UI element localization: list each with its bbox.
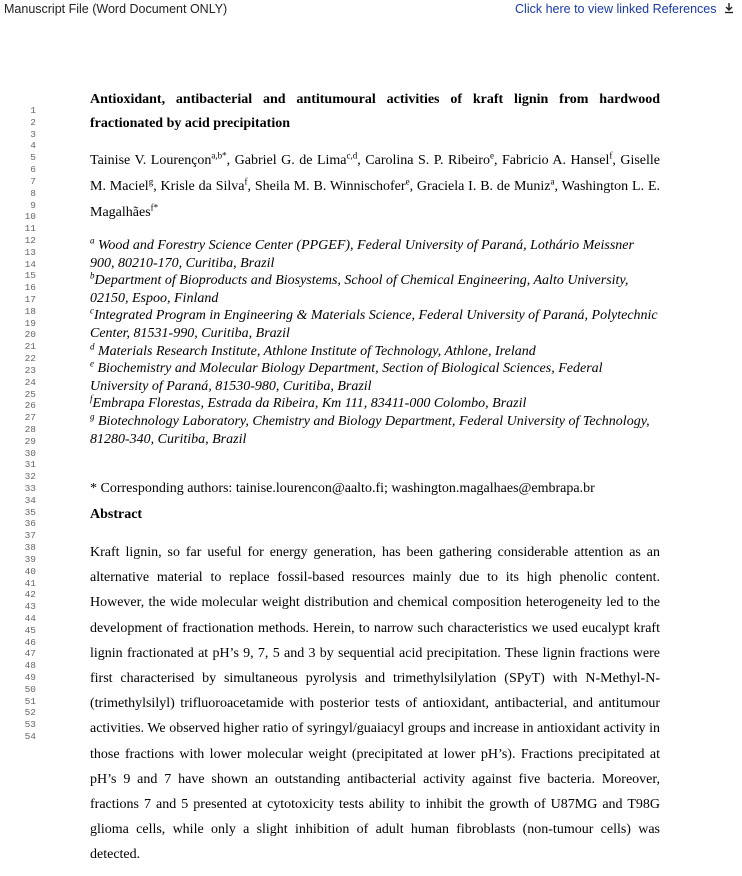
author — [365, 150, 494, 168]
affiliation — [90, 360, 660, 395]
line-number: 36 — [24, 518, 36, 530]
line-number: 40 — [24, 565, 36, 577]
author-affiliation-mark: a,b* — [211, 150, 227, 161]
corresponding-authors: * Corresponding authors: tainise.lourencon@aalto.fi; washington.magalhaes@embrapa.br — [90, 481, 595, 496]
line-number: 27 — [24, 412, 36, 424]
author-name: Sheila M. B. Winnischofer — [254, 179, 406, 194]
author — [234, 150, 358, 168]
affiliation-text: Biotechnology Laboratory, Chemistry and Biology Department, Federal University of Technology, 81280-340, Curitiba, Brazil — [90, 413, 650, 447]
affiliation-mark: a — [90, 235, 95, 246]
line-number: 28 — [24, 423, 36, 435]
line-number: 15 — [24, 270, 36, 282]
line-number: 20 — [24, 329, 36, 341]
line-number: 39 — [24, 553, 36, 565]
author-name: Gabriel G. de Lima — [234, 153, 347, 168]
line-number: 26 — [24, 400, 36, 412]
top-bar — [0, 0, 742, 20]
line-number: 33 — [24, 483, 36, 494]
author-affiliation-mark: g — [148, 176, 154, 187]
author — [254, 176, 410, 194]
affiliation-mark: d — [90, 340, 95, 351]
affiliation-mark: c — [90, 305, 94, 316]
line-number: 7 — [30, 175, 36, 187]
affiliation-text: Department of Bioproducts and Biosystems, School of Chemical Engineering, Aalto University, 02150, Espoo, Finland — [90, 273, 629, 306]
line-number: 47 — [24, 648, 36, 660]
affiliation-mark: b — [90, 270, 95, 281]
affiliation — [90, 237, 660, 272]
line-number: 24 — [24, 376, 36, 388]
line-number: 44 — [24, 612, 36, 624]
line-number: 18 — [24, 305, 36, 317]
line-number: 51 — [24, 695, 36, 707]
line-number: 46 — [24, 636, 36, 648]
line-number: 34 — [24, 494, 36, 506]
line-number: 2 — [30, 116, 36, 128]
view-references-link[interactable] — [515, 2, 734, 16]
affiliation-list — [90, 237, 660, 448]
line-number: 13 — [24, 246, 36, 258]
affiliation-mark: g — [90, 411, 95, 422]
line-number: 38 — [24, 542, 36, 554]
author-name: Washington L. E. Magalhães — [90, 179, 660, 220]
affiliation — [90, 395, 660, 413]
author-affiliation-mark: a — [550, 176, 555, 187]
author — [90, 150, 227, 168]
author-name: Fabricio A. Hansel — [501, 153, 610, 168]
line-number: 54 — [24, 731, 36, 743]
author-affiliation-mark: e — [405, 176, 410, 187]
line-number: 14 — [24, 258, 36, 270]
line-number: 25 — [24, 388, 36, 400]
author-name: Giselle M. Maciel — [90, 153, 661, 194]
view-references-link-text[interactable]: Click here to view linked References — [515, 2, 717, 16]
affiliation-mark: e — [90, 358, 94, 369]
line-number: 9 — [30, 199, 36, 211]
affiliation-text: Materials Research Institute, Athlone Institute of Technology, Athlone, Ireland — [94, 343, 536, 359]
line-number: 3 — [30, 128, 36, 140]
author-name: Krisle da Silva — [160, 179, 245, 194]
affiliation-mark: f — [90, 393, 93, 404]
affiliation-text: Biochemistry and Molecular Biology Department, Section of Biological Sciences, Federal University of Paraná, 81530-980, Curitiba, Brazil — [90, 361, 603, 394]
affiliation-text: Wood and Forestry Science Center (PPGEF), Federal University of Paraná, Lothário Meissner 900, 80210-170, Curitiba, Brazil — [90, 238, 634, 271]
author — [416, 176, 555, 194]
author-affiliation-mark: c,d — [346, 150, 358, 161]
line-number: 45 — [24, 624, 36, 636]
affiliation — [90, 272, 660, 307]
line-number: 5 — [30, 152, 36, 164]
affiliation-text: Integrated Program in Engineering & Materials Science, Federal University of Paraná, Polytechnic Center, 81531-990, Curitiba, Brazil — [90, 308, 658, 341]
affiliation — [90, 340, 660, 361]
line-number: 32 — [24, 471, 36, 483]
line-number: 37 — [24, 530, 36, 542]
line-number: 12 — [24, 234, 36, 246]
author — [501, 150, 613, 168]
affiliation-text: Embrapa Florestas, Estrada da Ribeira, Km 111, 83411-000 Colombo, Brazil — [92, 396, 527, 412]
affiliation — [90, 413, 660, 448]
affiliation — [90, 307, 660, 342]
line-number: 29 — [24, 435, 36, 447]
line-number: 8 — [30, 187, 36, 199]
paper-title: Antioxidant, antibacterial and antitumoural activities of kraft lignin from hardwood fractionated by acid precipitation — [90, 92, 660, 131]
download-icon[interactable] — [724, 2, 734, 14]
line-number: 23 — [24, 364, 36, 376]
author-affiliation-mark: f* — [150, 202, 159, 213]
line-number: 35 — [24, 506, 36, 518]
line-number-gutter — [0, 105, 40, 743]
line-number: 4 — [30, 140, 36, 152]
line-number: 30 — [24, 447, 36, 459]
line-number: 52 — [24, 707, 36, 719]
abstract-text: Kraft lignin, so far useful for energy generation, has been gathering considerable attention as an alternative material to replace fossil-based resources mainly due to its high phenolic content. However, the wide molecular weight distribution and chemical composition heterogeneity led to the development of fractionation methods. Herein, to narrow such characteristics we used eucalypt kraft lignin fractionated at pH’s 9, 7, 5 and 3 by sequential acid precipitation. These lignin fractions were first characterised by simultaneous pyrolysis and trimethylsilylation (SPyT) with N-Methyl-N-(trimethylsilyl) trifluoroacetamide with posterior tests of antioxidant, antibacterial, and antitumour activities. We observed higher ratio of syringyl/guaiacyl groups and increase in antioxidant activity in those fractions with lower molecular weight (precipitated at lower pH’s). Fractions precipitated at pH’s 9 and 7 have shown an outstanding antibacterial activity against five bacteria. Moreover, fractions 7 and 5 presented at cytotoxicity tests ability to inhibit the growth of U87MG and T98G glioma cells, while only a slight inhibition of adult human fibroblasts (non-tumour cells) was detected. — [90, 545, 660, 863]
author-name: Carolina S. P. Ribeiro — [365, 153, 490, 168]
line-number: 6 — [30, 164, 36, 176]
author-list: Tainise V. Lourençon$^{a,b*}$, Gabriel G. de Lima$^{c,d}$, Carolina S. P. Ribeiro$^e$, Fabricio A. Hansel$^f$, Giselle M. Maciel$^g$, Krisle da Silva$^f$, Sheila M. B. Winnischofer$^e$, Graciela I. B. de Muniz$^a$, Washington L. E. Magalhães$^{f*}$ — [90, 150, 661, 220]
line-number: 42 — [24, 589, 36, 601]
line-number: 43 — [24, 601, 36, 613]
line-number: 16 — [24, 282, 36, 294]
line-number: 11 — [24, 223, 36, 235]
author-name: Graciela I. B. de Muniz — [416, 179, 551, 194]
author-affiliation-mark: e — [489, 150, 494, 161]
line-number: 21 — [24, 341, 36, 353]
line-number: 31 — [24, 459, 36, 471]
line-number: 53 — [24, 719, 36, 731]
line-number: 10 — [24, 211, 36, 223]
line-number: 41 — [24, 577, 36, 589]
line-number: 1 — [30, 105, 36, 116]
line-number: 49 — [24, 672, 36, 683]
author-affiliation-mark: f — [609, 150, 613, 161]
author-affiliation-mark: f — [244, 176, 248, 187]
line-number: 50 — [24, 683, 36, 695]
author-name: Tainise V. Lourençon — [90, 153, 212, 168]
author — [160, 176, 248, 194]
line-number: 22 — [24, 353, 36, 365]
manuscript-file-label: Manuscript File (Word Document ONLY) — [4, 2, 228, 16]
line-number: 19 — [24, 317, 36, 329]
line-number: 48 — [24, 660, 36, 672]
line-number: 17 — [24, 294, 36, 305]
abstract-heading: Abstract — [90, 507, 143, 522]
